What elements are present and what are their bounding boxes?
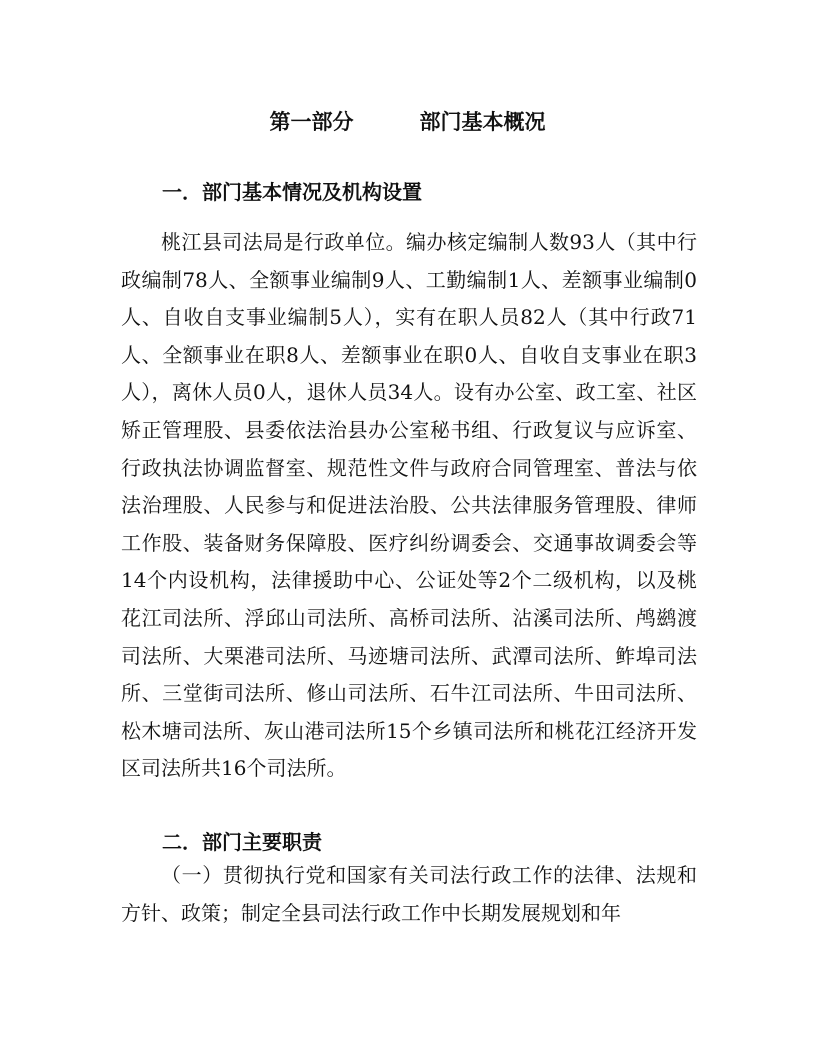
title-part: 第一部分 [269,110,354,134]
page-title [0,106,815,138]
title-text: 部门基本概况 [419,110,546,134]
section-heading-main-duties: 二．部门主要职责 [162,830,322,854]
section-paragraph-basic-info: 桃江县司法局是行政单位。编办核定编制人数93人（其中行政编制78人、全额事业编制9人、工勤编制1人、差额事业编制0人、自收自支事业编制5人），实有在职人员82人（其中行政71人、全额事业在职8人、差额事业在职0人、自收自支事业在职3人），离休人员0人，退休人员34人。设有办公室、政工室、社区矫正管理股、县委依法治县办公室秘书组、行政复议与应诉室、行政执法协调监督室、规范性文件与政府合同管理室、普法与依法治理股、人民参与和促进法治股、公共法律服务管理股、律师工作股、装备财务保障股、医疗纠纷调委会、交通事故调委会等14个内设机构，法律援助中心、公证处等2个二级机构，以及桃花江司法所、浮邱山司法所、高桥司法所、沾溪司法所、鸬鹚渡司法所、大栗港司法所、马迹塘司法所、武潭司法所、鲊埠司法所、三堂街司法所、修山司法所、石牛江司法所、牛田司法所、松木塘司法所、灰山港司法所15个乡镇司法所和桃花江经济开发区司法所共16个司法所。 [121,230,697,781]
section-heading-basic-info: 一．部门基本情况及机构设置 [162,180,422,204]
section-paragraph-main-duties: （一）贯彻执行党和国家有关司法行政工作的法律、法规和方针、政策；制定全县司法行政工作中长期发展规划和年 [121,863,697,925]
